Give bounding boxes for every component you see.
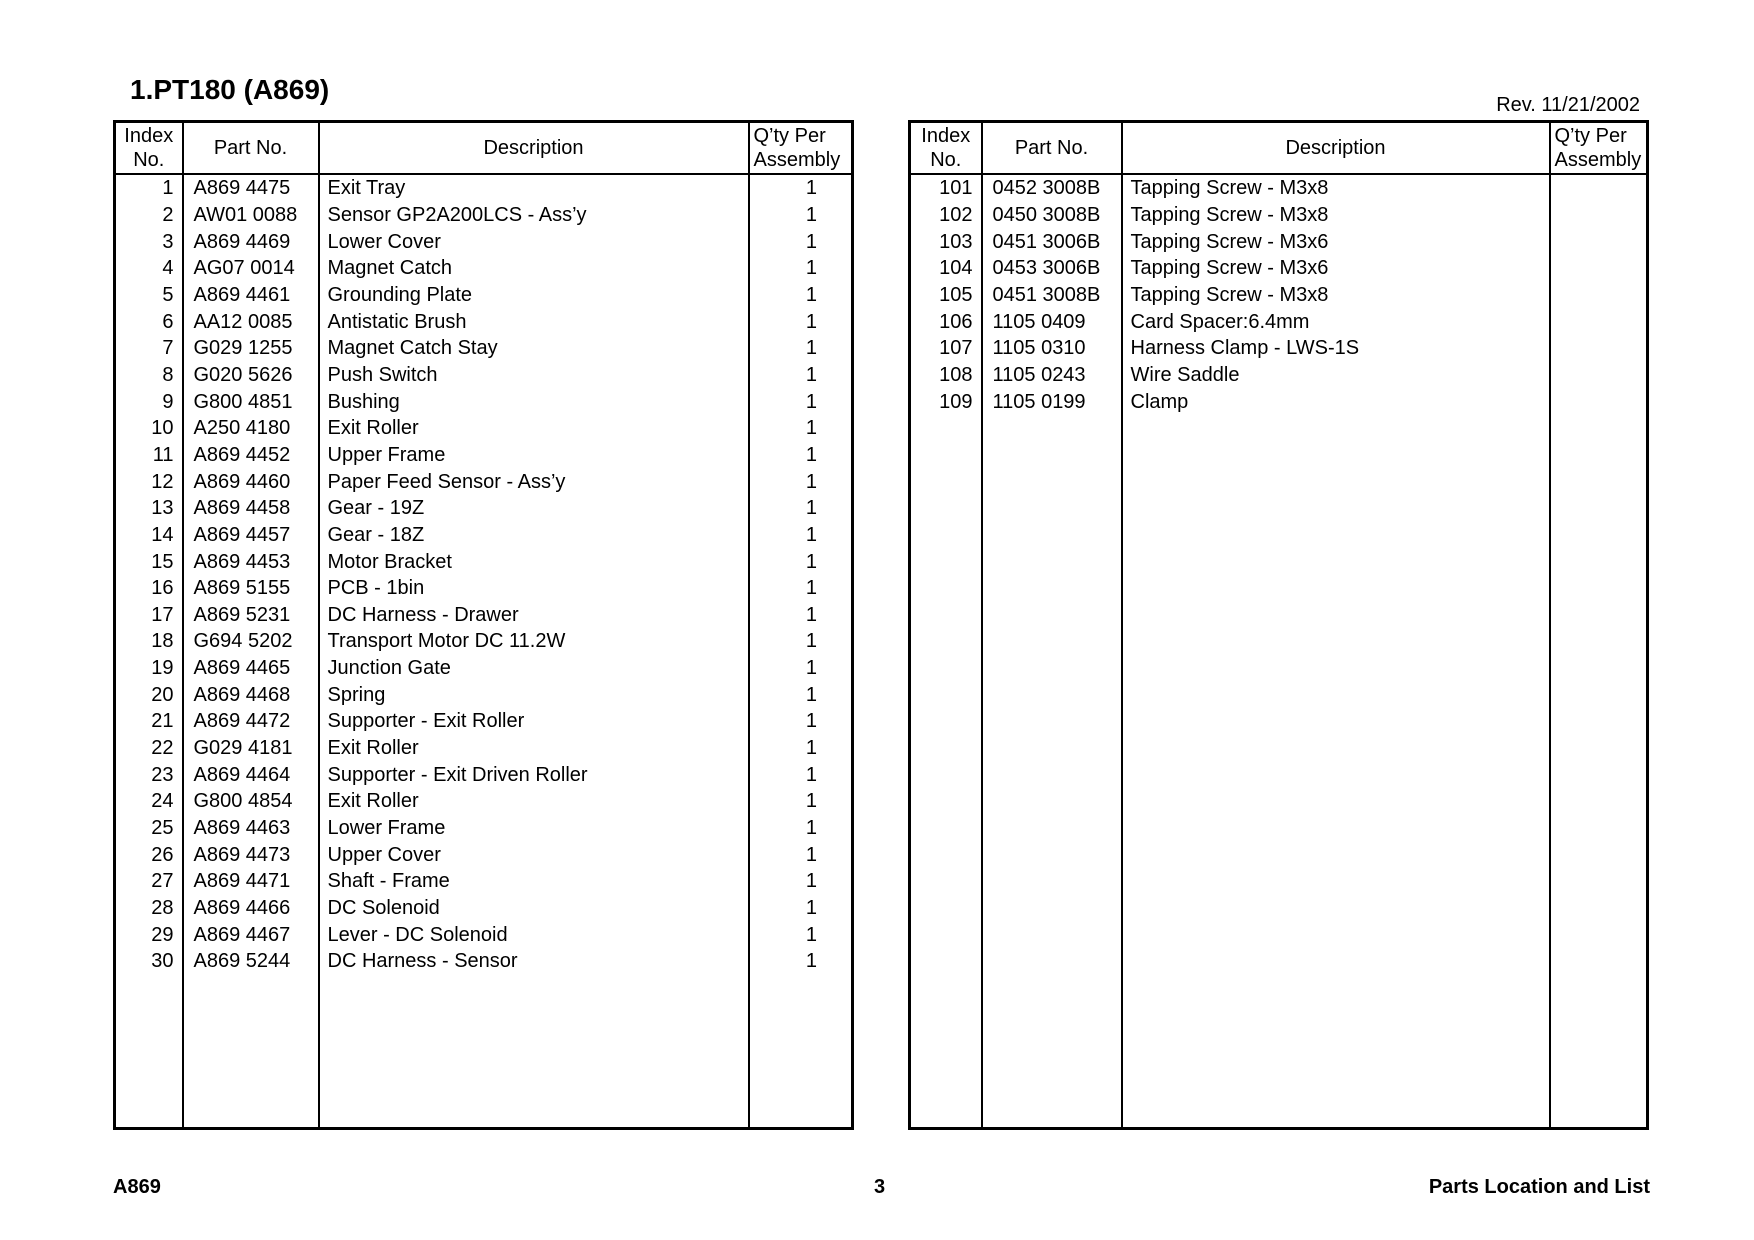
cell-qty: 1 [749, 575, 853, 602]
table-row [115, 415, 853, 442]
cell-description: Magnet Catch [319, 255, 749, 282]
cell-description: Junction Gate [319, 655, 749, 682]
empty-cell [115, 975, 183, 1129]
cell-description: Transport Motor DC 11.2W [319, 628, 749, 655]
cell-qty: 1 [749, 548, 853, 575]
cell-index: 27 [115, 868, 183, 895]
cell-index: 101 [910, 174, 982, 202]
cell-description: Tapping Screw - M3x8 [1122, 282, 1550, 309]
cell-part-no: G029 1255 [183, 335, 319, 362]
cell-qty: 1 [749, 655, 853, 682]
cell-description: Tapping Screw - M3x6 [1122, 228, 1550, 255]
cell-qty [1550, 174, 1648, 202]
table-row [115, 282, 853, 309]
cell-qty: 1 [749, 522, 853, 549]
cell-index: 21 [115, 708, 183, 735]
table-row [115, 628, 853, 655]
cell-index: 105 [910, 282, 982, 309]
cell-qty: 1 [749, 895, 853, 922]
column-header-index [115, 122, 183, 175]
cell-qty: 1 [749, 415, 853, 442]
table-row [115, 575, 853, 602]
cell-description: Push Switch [319, 362, 749, 389]
cell-part-no: A869 5231 [183, 602, 319, 629]
cell-index: 109 [910, 388, 982, 415]
page-title: 1.PT180 (A869) [130, 74, 330, 105]
table-row [115, 761, 853, 788]
cell-description: Upper Cover [319, 841, 749, 868]
cell-part-no: A869 5155 [183, 575, 319, 602]
cell-part-no: AG07 0014 [183, 255, 319, 282]
cell-qty [1550, 362, 1648, 389]
cell-index: 10 [115, 415, 183, 442]
cell-part-no: A869 4457 [183, 522, 319, 549]
cell-part-no: A869 4452 [183, 442, 319, 469]
cell-part-no: 0453 3006B [982, 255, 1122, 282]
cell-index: 104 [910, 255, 982, 282]
cell-qty: 1 [749, 495, 853, 522]
cell-qty [1550, 308, 1648, 335]
table-row [115, 841, 853, 868]
column-header-part-no: Part No. [183, 122, 319, 175]
cell-qty: 1 [749, 868, 853, 895]
footer-page-number: 3 [874, 1176, 886, 1198]
cell-qty: 1 [749, 628, 853, 655]
cell-index: 103 [910, 228, 982, 255]
cell-part-no: A869 4464 [183, 761, 319, 788]
cell-index: 19 [115, 655, 183, 682]
cell-index: 9 [115, 388, 183, 415]
table-row [115, 895, 853, 922]
cell-part-no: G800 4854 [183, 788, 319, 815]
cell-part-no: A869 4472 [183, 708, 319, 735]
cell-qty [1550, 202, 1648, 229]
table-row [910, 255, 1648, 282]
cell-qty: 1 [749, 388, 853, 415]
table-row [115, 921, 853, 948]
cell-qty: 1 [749, 174, 853, 202]
cell-description: Card Spacer:6.4mm [1122, 308, 1550, 335]
cell-qty: 1 [749, 948, 853, 975]
column-header-qty-line1: Q’ty Per [753, 125, 826, 147]
cell-qty [1550, 228, 1648, 255]
footer-model: A869 [113, 1176, 161, 1198]
table-row [115, 735, 853, 762]
cell-description: Lever - DC Solenoid [319, 921, 749, 948]
column-header-index-line2: No. [133, 149, 165, 171]
cell-index: 7 [115, 335, 183, 362]
cell-index: 102 [910, 202, 982, 229]
table-row [910, 362, 1648, 389]
cell-index: 11 [115, 442, 183, 469]
cell-qty: 1 [749, 681, 853, 708]
cell-description: Lower Cover [319, 228, 749, 255]
footer-section-title: Parts Location and List [1428, 1176, 1650, 1198]
cell-description: Gear - 18Z [319, 522, 749, 549]
cell-qty: 1 [749, 308, 853, 335]
cell-description: Tapping Screw - M3x6 [1122, 255, 1550, 282]
cell-part-no: A869 5244 [183, 948, 319, 975]
table-row [115, 335, 853, 362]
cell-index: 15 [115, 548, 183, 575]
cell-part-no: A869 4471 [183, 868, 319, 895]
cell-index: 13 [115, 495, 183, 522]
parts-table-left [113, 120, 854, 1130]
cell-index: 106 [910, 308, 982, 335]
column-header-index-line1: Index [124, 125, 174, 147]
column-header-part-no: Part No. [982, 122, 1122, 175]
cell-part-no: 1105 0310 [982, 335, 1122, 362]
cell-part-no: A869 4468 [183, 681, 319, 708]
cell-part-no: A869 4466 [183, 895, 319, 922]
cell-qty [1550, 335, 1648, 362]
cell-part-no: 1105 0199 [982, 388, 1122, 415]
table-row [115, 708, 853, 735]
cell-description: DC Solenoid [319, 895, 749, 922]
cell-description: Grounding Plate [319, 282, 749, 309]
empty-cell [1122, 415, 1550, 1129]
parts-table-right-body [910, 174, 1648, 1128]
cell-description: Tapping Screw - M3x8 [1122, 174, 1550, 202]
cell-description: Exit Roller [319, 415, 749, 442]
cell-part-no: 0452 3008B [982, 174, 1122, 202]
cell-description: Exit Tray [319, 174, 749, 202]
cell-description: Lower Frame [319, 815, 749, 842]
cell-description: Wire Saddle [1122, 362, 1550, 389]
table-row [115, 602, 853, 629]
cell-qty: 1 [749, 202, 853, 229]
cell-description: Magnet Catch Stay [319, 335, 749, 362]
table-row [115, 948, 853, 975]
cell-index: 108 [910, 362, 982, 389]
table-row [115, 388, 853, 415]
cell-index: 6 [115, 308, 183, 335]
cell-part-no: G029 4181 [183, 735, 319, 762]
cell-index: 26 [115, 841, 183, 868]
table-row [910, 308, 1648, 335]
table-row [115, 681, 853, 708]
cell-index: 29 [115, 921, 183, 948]
cell-description: Tapping Screw - M3x8 [1122, 202, 1550, 229]
cell-qty: 1 [749, 761, 853, 788]
cell-part-no: A869 4458 [183, 495, 319, 522]
cell-index: 1 [115, 174, 183, 202]
cell-qty: 1 [749, 255, 853, 282]
cell-index: 17 [115, 602, 183, 629]
column-header-description: Description [1122, 122, 1550, 175]
table-row [910, 228, 1648, 255]
cell-part-no: 1105 0243 [982, 362, 1122, 389]
cell-index: 25 [115, 815, 183, 842]
table-row [115, 788, 853, 815]
cell-description: DC Harness - Sensor [319, 948, 749, 975]
table-row [115, 548, 853, 575]
column-header-qty-line2: Assembly [1554, 149, 1642, 171]
cell-qty: 1 [749, 468, 853, 495]
parts-table-left-body [115, 174, 853, 1128]
table-row [115, 255, 853, 282]
cell-qty: 1 [749, 282, 853, 309]
cell-description: Antistatic Brush [319, 308, 749, 335]
table-row [115, 228, 853, 255]
cell-description: PCB - 1bin [319, 575, 749, 602]
cell-part-no: 0450 3008B [982, 202, 1122, 229]
empty-cell [183, 975, 319, 1129]
empty-cell [1550, 415, 1648, 1129]
cell-qty: 1 [749, 602, 853, 629]
cell-index: 107 [910, 335, 982, 362]
empty-cell [319, 975, 749, 1129]
cell-index: 20 [115, 681, 183, 708]
cell-index: 12 [115, 468, 183, 495]
column-header-qty-line2: Assembly [753, 149, 841, 171]
cell-index: 16 [115, 575, 183, 602]
cell-description: Shaft - Frame [319, 868, 749, 895]
table-row [115, 522, 853, 549]
table-row [910, 388, 1648, 415]
table-row [115, 362, 853, 389]
column-header-description: Description [319, 122, 749, 175]
cell-description: Harness Clamp - LWS-1S [1122, 335, 1550, 362]
table-header-row [115, 122, 853, 175]
column-header-qty-line1: Q’ty Per [1554, 125, 1627, 147]
cell-qty: 1 [749, 788, 853, 815]
cell-qty: 1 [749, 841, 853, 868]
cell-part-no: 1105 0409 [982, 308, 1122, 335]
cell-part-no: A869 4460 [183, 468, 319, 495]
column-header-index-line1: Index [921, 125, 971, 147]
cell-part-no: AA12 0085 [183, 308, 319, 335]
cell-part-no: A869 4465 [183, 655, 319, 682]
table-row [115, 308, 853, 335]
column-header-qty [749, 122, 853, 175]
cell-qty [1550, 388, 1648, 415]
table-row [115, 655, 853, 682]
cell-index: 2 [115, 202, 183, 229]
cell-description: Gear - 19Z [319, 495, 749, 522]
cell-description: Supporter - Exit Roller [319, 708, 749, 735]
table-row [115, 868, 853, 895]
cell-part-no: AW01 0088 [183, 202, 319, 229]
cell-index: 8 [115, 362, 183, 389]
cell-part-no: A869 4463 [183, 815, 319, 842]
empty-cell [982, 415, 1122, 1129]
table-empty-space [115, 975, 853, 1129]
table-row [910, 282, 1648, 309]
table-row [115, 442, 853, 469]
cell-index: 28 [115, 895, 183, 922]
cell-index: 14 [115, 522, 183, 549]
cell-description: Clamp [1122, 388, 1550, 415]
cell-description: Upper Frame [319, 442, 749, 469]
cell-index: 4 [115, 255, 183, 282]
cell-index: 22 [115, 735, 183, 762]
table-row [115, 495, 853, 522]
table-row [115, 468, 853, 495]
table-row [115, 174, 853, 202]
cell-part-no: A869 4467 [183, 921, 319, 948]
cell-qty [1550, 282, 1648, 309]
table-row [115, 202, 853, 229]
cell-description: Bushing [319, 388, 749, 415]
cell-part-no: G800 4851 [183, 388, 319, 415]
cell-description: Supporter - Exit Driven Roller [319, 761, 749, 788]
cell-qty: 1 [749, 228, 853, 255]
cell-qty [1550, 255, 1648, 282]
cell-part-no: A869 4453 [183, 548, 319, 575]
cell-description: Sensor GP2A200LCS - Ass’y [319, 202, 749, 229]
cell-qty: 1 [749, 735, 853, 762]
cell-qty: 1 [749, 362, 853, 389]
cell-index: 5 [115, 282, 183, 309]
cell-part-no: 0451 3008B [982, 282, 1122, 309]
cell-qty: 1 [749, 815, 853, 842]
empty-cell [910, 415, 982, 1129]
table-empty-space [910, 415, 1648, 1129]
parts-table-right [908, 120, 1649, 1130]
cell-part-no: A869 4475 [183, 174, 319, 202]
cell-part-no: G694 5202 [183, 628, 319, 655]
cell-description: Spring [319, 681, 749, 708]
table-row [115, 815, 853, 842]
cell-qty: 1 [749, 442, 853, 469]
cell-description: Exit Roller [319, 788, 749, 815]
cell-part-no: A869 4461 [183, 282, 319, 309]
cell-part-no: A250 4180 [183, 415, 319, 442]
cell-index: 3 [115, 228, 183, 255]
empty-cell [749, 975, 853, 1129]
cell-qty: 1 [749, 921, 853, 948]
cell-index: 30 [115, 948, 183, 975]
cell-part-no: 0451 3006B [982, 228, 1122, 255]
cell-index: 24 [115, 788, 183, 815]
cell-part-no: G020 5626 [183, 362, 319, 389]
cell-description: Paper Feed Sensor - Ass’y [319, 468, 749, 495]
table-row [910, 174, 1648, 202]
table-row [910, 335, 1648, 362]
cell-part-no: A869 4469 [183, 228, 319, 255]
cell-index: 18 [115, 628, 183, 655]
table-header-row [910, 122, 1648, 175]
cell-description: Motor Bracket [319, 548, 749, 575]
table-row [910, 202, 1648, 229]
column-header-index [910, 122, 982, 175]
cell-qty: 1 [749, 335, 853, 362]
cell-part-no: A869 4473 [183, 841, 319, 868]
column-header-index-line2: No. [930, 149, 962, 171]
cell-qty: 1 [749, 708, 853, 735]
cell-description: Exit Roller [319, 735, 749, 762]
column-header-qty [1550, 122, 1648, 175]
cell-description: DC Harness - Drawer [319, 602, 749, 629]
cell-index: 23 [115, 761, 183, 788]
revision-date: Rev. 11/21/2002 [1496, 94, 1640, 116]
